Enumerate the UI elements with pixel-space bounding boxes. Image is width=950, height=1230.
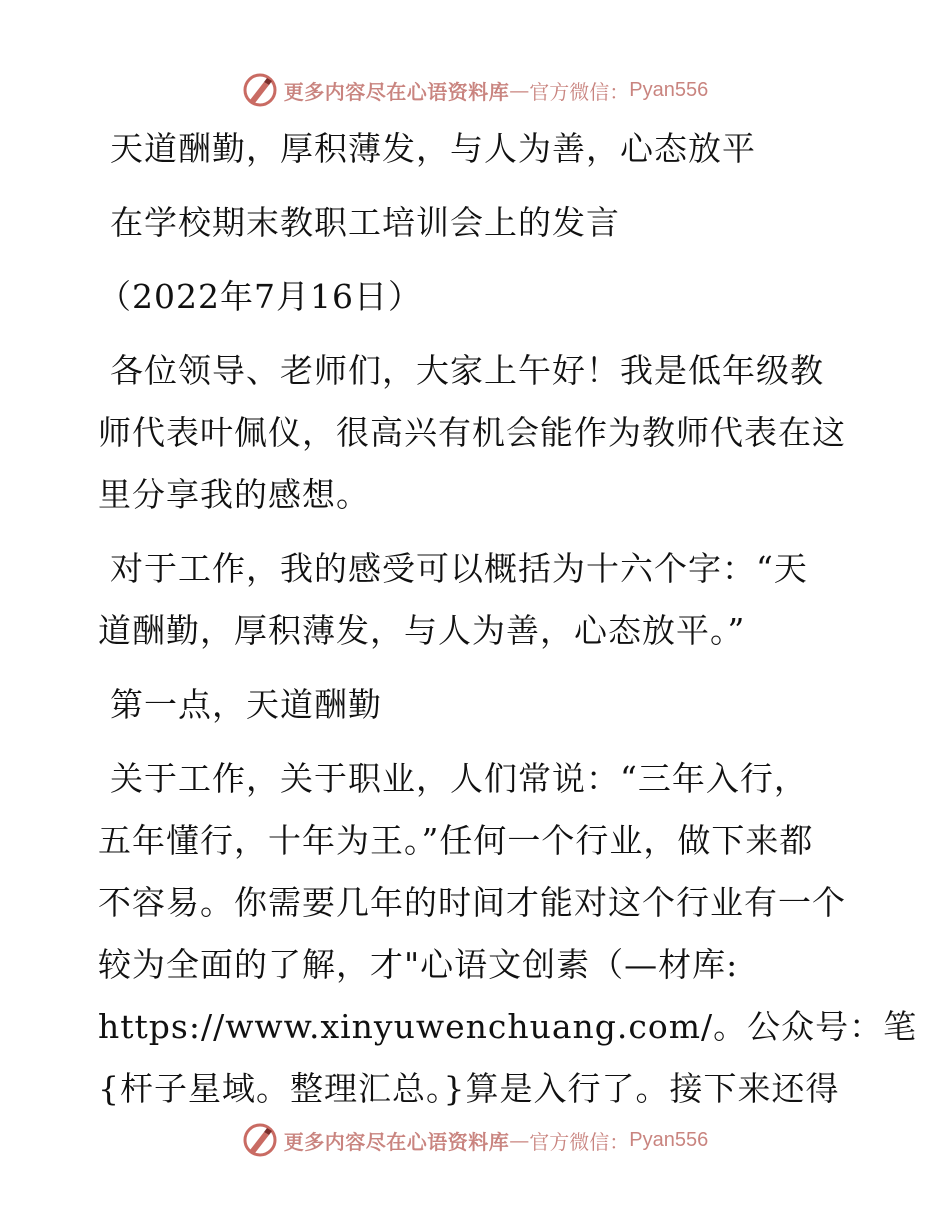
paragraph-line: https://www.xinyuwenchuang.com/。公众号：笔	[98, 1007, 918, 1046]
paragraph-line: 关于工作，关于职业，人们常说：“三年入行，	[110, 759, 808, 798]
document-body	[98, 118, 918, 1120]
header-separator: —	[509, 78, 530, 102]
page-footer-watermark	[0, 1120, 950, 1160]
paragraph-line: 师代表叶佩仪，很高兴有机会能作为教师代表在这	[98, 413, 846, 452]
document-title: 天道酬勤，厚积薄发，与人为善，心态放平	[110, 129, 756, 168]
footer-separator: —	[509, 1128, 530, 1152]
pen-logo-icon	[242, 1122, 278, 1158]
paragraph-summary	[98, 538, 858, 662]
pen-logo-icon	[242, 72, 278, 108]
paragraph-line: 各位领导、老师们，大家上午好！我是低年级教	[110, 351, 824, 390]
document-date: （2022年7月16日）	[98, 277, 422, 316]
paragraph-line: 里分享我的感想。	[98, 475, 370, 514]
paragraph-line: 五年懂行，十年为王。”任何一个行业，做下来都	[98, 821, 814, 860]
paragraph-greeting	[98, 340, 858, 526]
paragraph-line: {杆子星域。整理汇总。}算是入行了。接下来还得	[98, 1069, 840, 1108]
header-contact-id: Pyan556	[629, 78, 709, 101]
header-contact-label: 官方微信：	[529, 79, 630, 104]
paragraph-line: 道酬勤，厚积薄发，与人为善，心态放平。”	[98, 611, 746, 650]
header-brand-text: 更多内容尽在心语资料库	[283, 79, 510, 104]
section-heading: 第一点，天道酬勤	[110, 685, 382, 724]
paragraph-section-one	[98, 748, 918, 1120]
document-subtitle: 在学校期末教职工培训会上的发言	[110, 203, 620, 242]
paragraph-line: 不容易。你需要几年的时间才能对这个行业有一个	[98, 883, 846, 922]
footer-brand-text: 更多内容尽在心语资料库	[283, 1129, 510, 1154]
paragraph-line: 较为全面的了解，才"心语文创素（—材库:	[98, 945, 739, 984]
footer-contact-label: 官方微信：	[529, 1129, 630, 1154]
paragraph-line: 对于工作，我的感受可以概括为十六个字：“天	[110, 549, 808, 588]
page-header-watermark	[0, 70, 950, 110]
footer-contact-id: Pyan556	[629, 1128, 709, 1151]
